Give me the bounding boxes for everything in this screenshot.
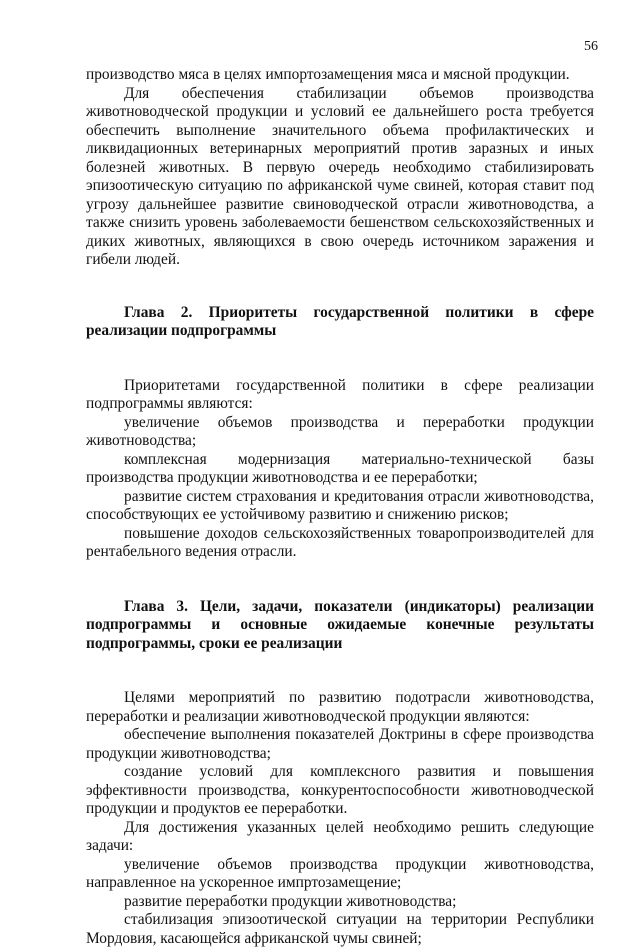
list-item: стабилизация эпизоотической ситуации на территории Республики Мордовия, касающейся африканской чумы свиней; bbox=[86, 911, 594, 947]
list-item: комплексная модернизация материально-технической базы производства продукции животноводства и ее переработки; bbox=[86, 450, 594, 486]
paragraph: Целями мероприятий по развитию подотрасли животноводства, переработки и реализации животноводческой продукции являются: bbox=[86, 689, 594, 725]
chapter-3-heading: Глава 3. Цели, задачи, показатели (индикаторы) реализации подпрограммы и основные ожидаемые конечные результаты подпрограммы, сроки ее реализации bbox=[86, 597, 594, 652]
paragraph: Приоритетами государственной политики в сфере реализации подпрограммы являются: bbox=[86, 376, 594, 412]
list-item: увеличение объемов производства продукции животноводства, направленное на ускоренное импртозамещение; bbox=[86, 855, 594, 891]
list-item: повышение доходов сельскохозяйственных товаропроизводителей для рентабельного ведения отрасли. bbox=[86, 524, 594, 560]
chapter-2-heading: Глава 2. Приоритеты государственной политики в сфере реализации подпрограммы bbox=[86, 303, 594, 339]
list-item: развитие систем страхования и кредитования отрасли животноводства, способствующих ее устойчивому развитию и снижению рисков; bbox=[86, 487, 594, 523]
paragraph-continued: производство мяса в целях импортозамещения мяса и мясной продукции. bbox=[86, 66, 570, 83]
list-item: увеличение объемов производства и переработки продукции животноводства; bbox=[86, 413, 594, 449]
paragraph: Для достижения указанных целей необходимо решить следующие задачи: bbox=[86, 818, 594, 854]
page-number: 56 bbox=[584, 39, 598, 54]
paragraph: Для обеспечения стабилизации объемов производства животноводческой продукции и условий ее дальнейшего роста требуется обеспечить выполнение значительного объема профилактических и ликвидационных ветеринарных мероприятий против заразных и иных болезней животных. В первую очередь необходимо стабилизировать эпизоотическую ситуацию по африканской чуме свиней, которая ставит под угрозу дальнейшее развитие свиноводческой отрасли животноводства, а также снизить уровень заболеваемости бешенством сельскохозяйственных и диких животных, являющихся в свою очередь источником заражения и гибели людей. bbox=[86, 84, 594, 268]
page-content bbox=[86, 66, 594, 948]
list-item: развитие переработки продукции животноводства; bbox=[124, 892, 457, 910]
list-item: обеспечение выполнения показателей Доктрины в сфере производства продукции животноводства; bbox=[86, 726, 594, 762]
list-item: создание условий для комплексного развития и повышения эффективности производства, конкурентоспособности животноводческой продукции и продуктов ее переработки. bbox=[86, 763, 594, 817]
